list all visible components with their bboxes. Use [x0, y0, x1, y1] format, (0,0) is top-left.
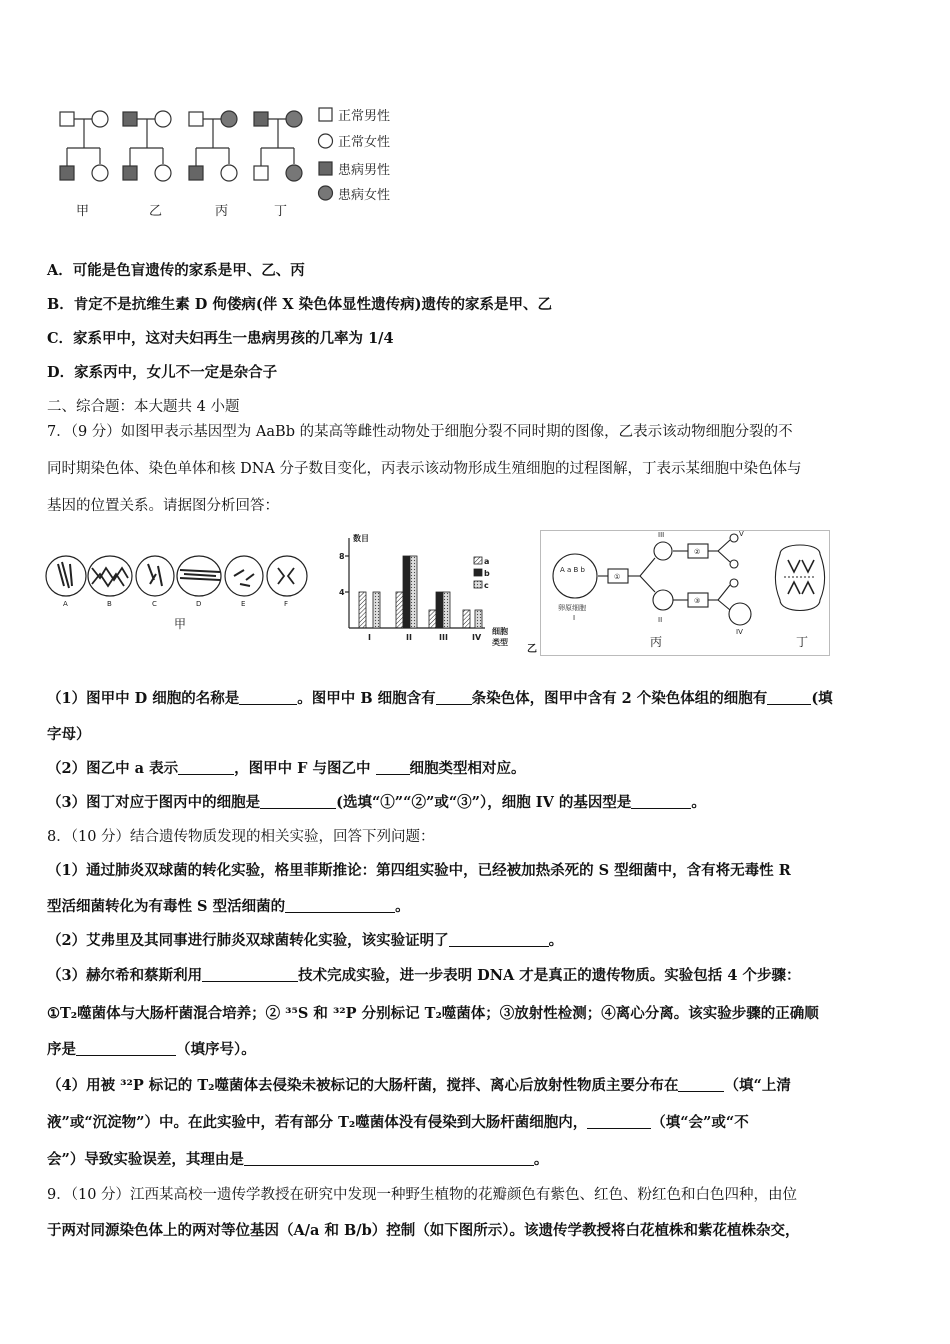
blank-q8-3[interactable]: [202, 966, 298, 982]
cell-label-c: C: [152, 600, 157, 608]
q8-sub3-line1: （3）赫尔希和蔡斯利用 技术完成实验，进一步表明 DNA 才是真正的遗传物质。实验包括 4 个步骤：: [47, 967, 801, 984]
figure-yi-caption: 乙: [527, 644, 537, 654]
legend-affected-male: 患病男性: [338, 163, 391, 178]
bar-II-c: [410, 556, 417, 628]
cell-label-b: B: [107, 600, 112, 608]
q7-sub2: （2）图乙中 a 表示 ，图甲中 F 与图乙中 细胞类型相对应。: [47, 760, 526, 777]
legend-label-b: b: [484, 569, 490, 578]
bar-III-c: [443, 592, 450, 628]
cell-e: [225, 556, 263, 596]
q8-sub3-line2: ①T₂噬菌体与大肠杆菌混合培养；② ³⁵S 和 ³²P 分别标记 T₂噬菌体；③放射性检测；④离心分离。该实验步骤的正确顺: [47, 1005, 819, 1022]
oogonium-label: 卵原细胞: [558, 604, 586, 612]
cell-label-f: F: [284, 600, 289, 608]
legend-swatch-a: [474, 557, 482, 564]
q8-sub4-line3: 会”）导致实验误差，其理由是 。: [47, 1151, 549, 1168]
mother-normal: [92, 111, 108, 127]
blank-3-1[interactable]: [260, 793, 336, 809]
x-axis-label-2: 类型: [492, 638, 508, 647]
blank-q8-6[interactable]: [587, 1113, 651, 1129]
x-tick-4: IV: [472, 633, 482, 642]
q8-sub4-line1: （4）用被 ³²P 标记的 T₂噬菌体去侵染未被标记的大肠杆菌，搅拌、离心后放射性物质主要分布在 （填“上清: [47, 1077, 791, 1094]
q8-sub2: （2）艾弗里及其同事进行肺炎双球菌转化实验，该实验证明了 。: [47, 932, 564, 949]
cell-IV: [729, 603, 751, 625]
x-tick-1: I: [368, 633, 371, 642]
q6-option-b: B．肯定不是抗维生素 D 佝偻病(伴 X 染色体显性遗传病)遗传的家系是甲、乙: [47, 296, 552, 313]
process-3-label: ③: [694, 597, 701, 605]
figure-jia-cells: [44, 550, 314, 635]
roman-III: III: [658, 531, 665, 539]
blank-2-2[interactable]: [376, 759, 410, 775]
genes-label: A a B b: [560, 566, 585, 574]
bar-III-a: [429, 610, 436, 628]
blank-1-3[interactable]: [767, 689, 811, 705]
legend-label-a: a: [484, 557, 490, 566]
blank-q8-5[interactable]: [678, 1076, 724, 1092]
figure-ding-caption: 丁: [796, 635, 809, 649]
q8-sub1-line1: （1）通过肺炎双球菌的转化实验，格里菲斯推论：第四组实验中，已经被加热杀死的 S 型细菌中，含有将无毒性 R: [47, 862, 791, 879]
q8-intro: 8．（10 分）结合遗传物质发现的相关实验，回答下列问题：: [47, 829, 435, 845]
legend-swatch-b: [474, 569, 482, 576]
legend-normal-female-icon: [319, 134, 333, 148]
figure-bing-caption: 丙: [650, 635, 663, 649]
cell-b: [88, 556, 132, 596]
x-tick-2: II: [406, 633, 412, 642]
q9-line2: 于两对同源染色体上的两对等位基因（A/a 和 B/b）控制（如下图所示）。该遗传学教授将白花植株和紫花植株杂交，: [47, 1222, 800, 1239]
y-tick-8: 8: [339, 552, 345, 561]
father-normal: [60, 112, 74, 126]
figure-bing-ding: [540, 530, 830, 656]
x-tick-3: III: [439, 633, 448, 642]
legend-affected-male-icon: [319, 162, 332, 175]
blank-q8-4[interactable]: [76, 1040, 176, 1056]
legend-label-c: c: [484, 581, 489, 590]
son-affected: [60, 166, 74, 180]
q8-sub3-line3: 序是 （填序号）。: [47, 1041, 256, 1058]
bar-III-b: [436, 592, 443, 628]
q7-intro-line2: 同时期染色体、染色单体和核 DNA 分子数目变化，丙表示该动物形成生殖细胞的过程图解，丁表示某细胞中染色体与: [47, 461, 802, 477]
cell-II-upper: [654, 542, 672, 560]
q8-sub1-line2: 型活细菌转化为有毒性 S 型活细菌的 。: [47, 898, 410, 915]
roman-IV: IV: [736, 628, 743, 636]
family-label-bing: 丙: [215, 204, 229, 219]
blank-1-1[interactable]: [239, 689, 297, 705]
family-label-yi: 乙: [149, 204, 163, 219]
y-axis-label: 数目: [353, 534, 369, 543]
bar-I-c: [373, 592, 380, 628]
figure-jia-caption: 甲: [174, 617, 187, 631]
legend-affected-female: 患病女性: [338, 188, 391, 203]
bar-I-a: [359, 592, 366, 628]
legend-affected-female-icon: [319, 186, 333, 200]
cell-label-d: D: [196, 600, 202, 608]
blank-q8-7[interactable]: [244, 1150, 534, 1166]
blank-q8-1[interactable]: [285, 897, 395, 913]
q6-option-c: C．家系甲中，这对夫妇再生一患病男孩的几率为 1/4: [47, 330, 394, 347]
daughter-normal: [92, 165, 108, 181]
figure-ding-cell: [776, 545, 825, 611]
q7-sub1: （1）图甲中 D 细胞的名称是 。图甲中 B 细胞含有 条染色体，图甲中含有 2 个染色体组的细胞有 (填: [47, 690, 833, 707]
process-1-label: ①: [614, 573, 621, 581]
q8-sub4-line2: 液”或“沉淀物”）中。在此实验中，若有部分 T₂噬菌体没有侵染到大肠杆菌细胞内， （填“会”或“不: [47, 1114, 749, 1131]
legend-normal-female: 正常女性: [338, 135, 391, 150]
cell-label-a: A: [63, 600, 68, 608]
q7-sub1-cont: 字母）: [47, 726, 91, 743]
cell-II-lower: [653, 590, 673, 610]
bar-II-b: [403, 556, 410, 628]
q9-line1: 9．（10 分）江西某高校一遗传学教授在研究中发现一种野生植物的花瓣颜色有紫色、红色、粉红色和白色四种，由位: [47, 1187, 798, 1203]
x-axis-label-1: 细胞: [492, 627, 508, 636]
q7-sub3: （3）图丁对应于图丙中的细胞是 (选填“①”“②”或“③”），细胞 IV 的基因型是 。: [47, 794, 706, 811]
oogonium-cell: [553, 554, 597, 598]
blank-1-2[interactable]: [436, 689, 472, 705]
legend-swatch-c: [474, 581, 482, 588]
q6-option-d: D．家系丙中，女儿不一定是杂合子: [47, 364, 278, 381]
legend-normal-male: 正常男性: [338, 109, 391, 124]
roman-V: V: [739, 530, 744, 538]
pedigree-figure: [40, 98, 420, 228]
blank-q8-2[interactable]: [449, 931, 549, 947]
roman-II: II: [658, 616, 663, 624]
blank-3-2[interactable]: [631, 793, 691, 809]
bar-IV-a: [463, 610, 470, 628]
family-label-jia: 甲: [76, 204, 90, 219]
bar-IV-c: [475, 610, 482, 628]
q7-intro-line1: 7．（9 分）如图甲表示基因型为 AaBb 的某高等雌性动物处于细胞分裂不同时期的图像，乙表示该动物细胞分裂的不: [47, 424, 793, 440]
q7-intro-line3: 基因的位置关系。请据图分析回答：: [47, 498, 279, 514]
oogonium-roman: I: [573, 614, 576, 622]
figure-yi-chart: [335, 532, 540, 654]
legend-normal-male-icon: [319, 108, 332, 121]
section-heading: 二、综合题：本大题共 4 小题: [47, 399, 240, 415]
process-2-label: ②: [694, 548, 701, 556]
y-tick-4: 4: [339, 588, 345, 597]
cell-label-e: E: [241, 600, 246, 608]
blank-2-1[interactable]: [178, 759, 234, 775]
q6-option-a: A．可能是色盲遗传的家系是甲、乙、丙: [47, 262, 305, 279]
family-label-ding: 丁: [274, 204, 288, 219]
bar-II-a: [396, 592, 403, 628]
